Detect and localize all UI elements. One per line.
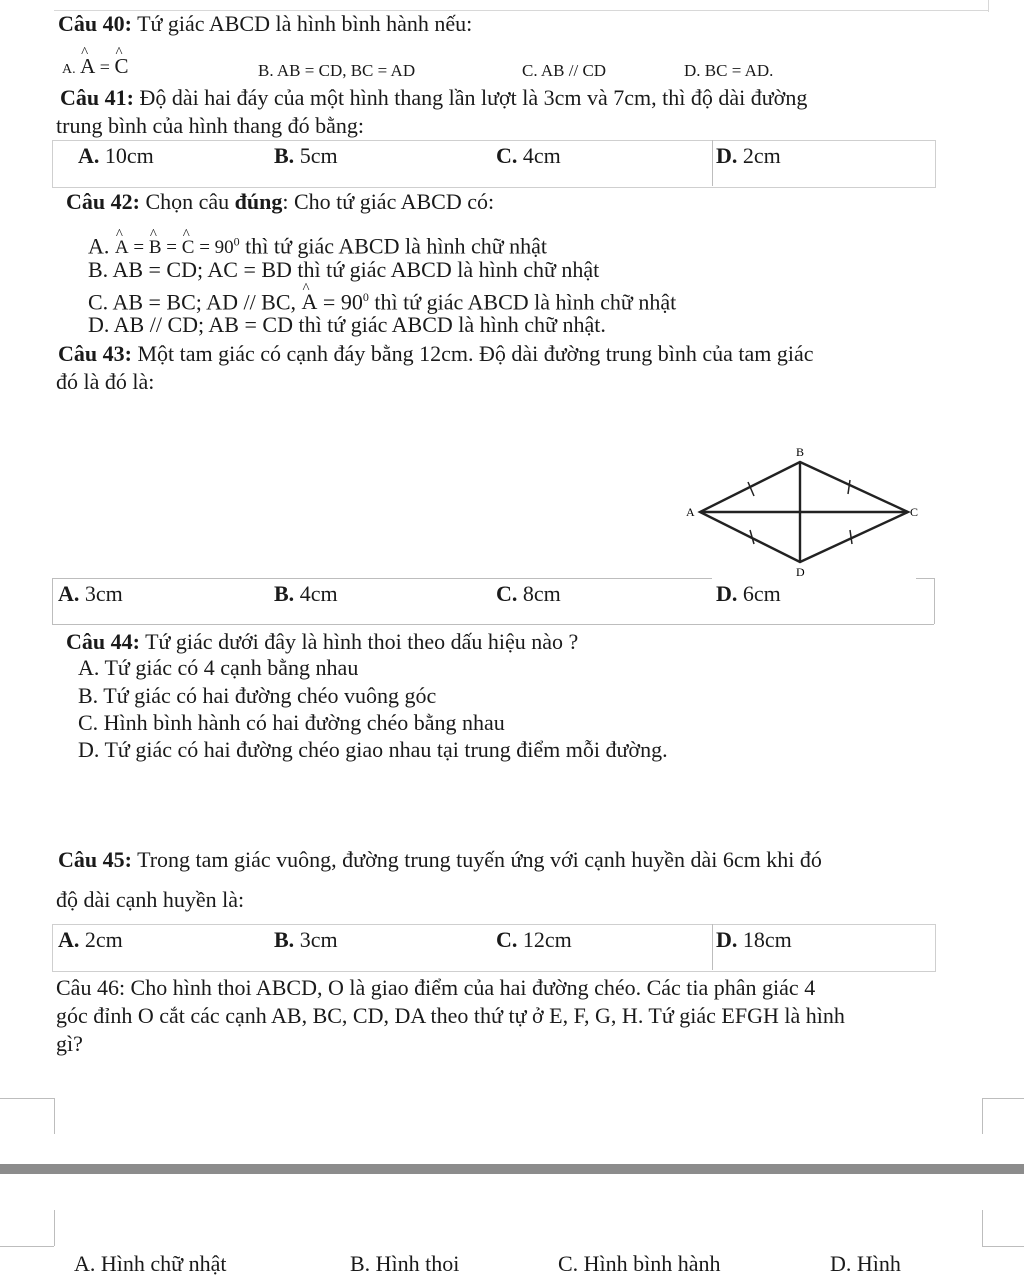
q45-question: Câu 45: Trong tam giác vuông, đường trung tuyến ứng với cạnh huyền dài 6cm khi đó [58, 847, 822, 872]
tick-bc [848, 480, 850, 494]
q45-question-cont: độ dài cạnh huyền là: [56, 887, 245, 912]
q46-option-a: A. Hình chữ nhật [74, 1251, 227, 1276]
q43-question-cont: đó là đó là: [56, 369, 155, 394]
q41-question-cont: trung bình của hình thang đó bằng: [56, 113, 364, 138]
rhombus-figure [670, 440, 930, 580]
tick-cd [850, 530, 852, 544]
q43-option-b: B. 4cm [274, 581, 338, 606]
corner-mark-br-h [982, 1246, 1024, 1247]
corner-mark-br-v [982, 1210, 983, 1246]
q41-question: Câu 41: Độ dài hai đáy của một hình thang lần lượt là 3cm và 7cm, thì độ dài đường [60, 85, 808, 110]
q42-option-b: B. AB = CD; AC = BD thì tứ giác ABCD là hình chữ nhật [88, 257, 600, 282]
page-separator [0, 1164, 1024, 1174]
q43-option-d: D. 6cm [716, 581, 781, 606]
q45-option-c: C. 12cm [496, 927, 572, 952]
q43-options-top [52, 578, 712, 579]
q41-options-box [52, 140, 936, 188]
q46-question: Câu 46: Cho hình thoi ABCD, O là giao điểm của hai đường chéo. Các tia phân giác 4 [56, 975, 816, 1000]
q46-question-cont2: gì? [56, 1031, 83, 1056]
tick-ab [748, 482, 754, 496]
q46-option-c: C. Hình bình hành [558, 1251, 721, 1276]
q45-option-a: A. 2cm [58, 927, 123, 952]
q45-option-b: B. 3cm [274, 927, 338, 952]
corner-mark-tl-h [0, 1098, 54, 1099]
q40-option-c: C. AB // CD [522, 61, 607, 80]
q46-question-cont: góc đỉnh O cắt các cạnh AB, BC, CD, DA theo thứ tự ở E, F, G, H. Tứ giác EFGH là hình [56, 1003, 845, 1028]
corner-mark-bl-h [0, 1246, 54, 1247]
corner-mark-tr-h [982, 1098, 1024, 1099]
q43-option-a: A. 3cm [58, 581, 123, 606]
q44-option-b: B. Tứ giác có hai đường chéo vuông góc [78, 683, 437, 708]
q40-question: Câu 40: Tứ giác ABCD là hình bình hành nếu: [58, 11, 473, 36]
q41-option-d: D. 2cm [716, 143, 781, 168]
q41-option-a: A. 10cm [78, 143, 154, 168]
q43-question: Câu 43: Một tam giác có cạnh đáy bằng 12cm. Độ dài đường trung bình của tam giác [58, 341, 814, 366]
q46-option-d: D. Hình [830, 1251, 901, 1276]
q43-option-c: C. 8cm [496, 581, 561, 606]
q46-option-b: B. Hình thoi [350, 1251, 460, 1276]
vertex-b-label: B [796, 445, 805, 459]
q45-options-box [52, 924, 936, 972]
q44-question: Câu 44: Tứ giác dưới đây là hình thoi theo dấu hiệu nào ? [66, 629, 579, 654]
corner-mark-tl-v [54, 1098, 55, 1134]
q43-options-top-right [916, 578, 934, 579]
q42-option-c: C. AB = BC; AD // BC, ^ $A = 90^0$ thì tứ giác ABCD là hình chữ nhật [88, 283, 676, 316]
q42-option-a: A. ^ A = ^ B = ^ $C = 90^0$ thì tứ giác ABCD là hình chữ nhật [88, 228, 547, 262]
q40-option-a: A. ^ A = ^ C [62, 52, 128, 84]
q41-option-c: C. 4cm [496, 143, 561, 168]
q42-option-d: D. AB // CD; AB = CD thì tứ giác ABCD là hình chữ nhật. [88, 312, 606, 337]
vertex-d-label: D [796, 565, 805, 579]
corner-mark-tr-v [982, 1098, 983, 1134]
top-border-right [988, 0, 989, 12]
q42-question: Câu 42: Chọn câu đúng: Cho tứ giác ABCD có: [66, 189, 495, 214]
q43-options-right [934, 578, 935, 624]
vertex-a-label: A [686, 505, 695, 519]
q41-option-b: B. 5cm [274, 143, 338, 168]
q44-option-c: C. Hình bình hành có hai đường chéo bằng nhau [78, 710, 505, 735]
vertex-c-label: C [910, 505, 919, 519]
q43-options-bottom [52, 624, 934, 625]
q45-options-divider [712, 924, 713, 970]
q44-option-d: D. Tứ giác có hai đường chéo giao nhau tại trung điểm mỗi đường. [78, 737, 668, 762]
q41-options-divider [712, 140, 713, 186]
q40-option-d: D. BC = AD. [684, 61, 774, 80]
corner-mark-bl-v [54, 1210, 55, 1246]
q45-option-d: D. 18cm [716, 927, 792, 952]
q40-option-b: B. AB = CD, BC = AD [258, 61, 416, 80]
q43-options-left [52, 578, 53, 624]
q44-option-a: A. Tứ giác có 4 cạnh bằng nhau [78, 655, 359, 680]
